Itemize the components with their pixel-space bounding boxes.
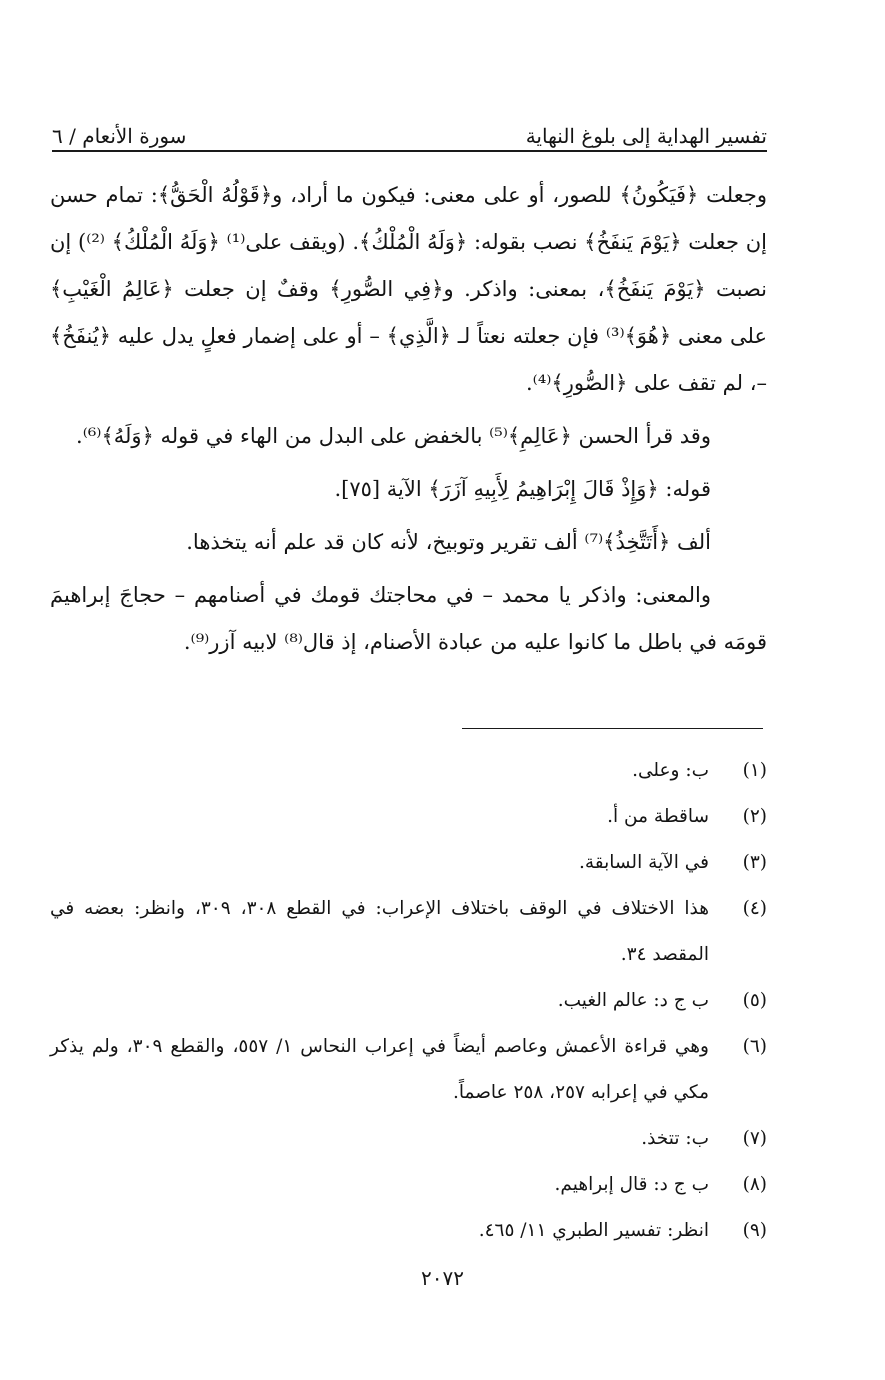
footnote-text: ب ج د: قال إبراهيم. [554, 1174, 709, 1195]
main-text [50, 172, 767, 666]
footnote-number: (٧) [742, 1128, 767, 1149]
paragraph: والمعنى: واذكر يا محمد – في محاجتك قومك في أصنامهم – حجاجَ إبراهيمَ قومَه في باطل ما كانوا عليه من عبادة الأصنام، إذ قال⁽⁸⁾ لابيه آزر⁽⁹⁾. [50, 583, 767, 654]
header-rule [52, 150, 767, 152]
paragraph: قوله: ﴿وَإِذْ قَالَ إِبْرَاهِيمُ لِأَبِيهِ آزَرَ﴾ الآية [٧٥]. [334, 477, 711, 501]
footnote-item [50, 1162, 767, 1208]
footnotes [50, 748, 767, 1254]
footnote-item [50, 840, 767, 886]
footnote-text: هذا الاختلاف في الوقف باختلاف الإعراب: في القطع ٣٠٨، ٣٠٩، وانظر: بعضه في المقصد ٣٤. [50, 898, 709, 965]
footnote-text: انظر: تفسير الطبري ١١/ ٤٦٥. [478, 1220, 709, 1241]
book-title: تفسير الهداية إلى بلوغ النهاية [525, 124, 767, 148]
footnote-text: ب ج د: عالم الغيب. [557, 990, 709, 1011]
paragraph: وقد قرأ الحسن ﴿عَالِمِ﴾⁽⁵⁾ بالخفض على البدل من الهاء في قوله ﴿وَلَهُ﴾⁽⁶⁾. [76, 424, 711, 448]
footnote-item [50, 748, 767, 794]
footnote-item [50, 794, 767, 840]
footnote-item [50, 886, 767, 978]
footnote-text: ب: وعلى. [632, 760, 709, 781]
paragraph: ألف ﴿أَتَتَّخِذُ﴾⁽⁷⁾ ألف تقرير وتوبيخ، لأنه كان قد علم أنه يتخذها. [186, 530, 711, 554]
footnote-number: (٤) [742, 898, 767, 919]
footnote-number: (٨) [742, 1174, 767, 1195]
paragraph: وجعلت ﴿فَيَكُونُ﴾ للصور، أو على معنى: فيكون ما أراد، و﴿قَوْلُهُ الْحَقُّ﴾: تمام حسن إن جعلت ﴿يَوْمَ يَنفَخُ﴾ نصب بقوله: ﴿وَلَهُ الْمُلْكُ﴾. (ويقف على⁽¹⁾ ﴿وَلَهُ الْمُلْكُ﴾ ⁽²⁾) إن نصبت ﴿يَوْمَ يَنفَخُ﴾، بمعنى: واذكر. و﴿فِي الصُّورِ﴾ وقفٌ إن جعلت ﴿عَالِمُ الْغَيْبِ﴾ على معنى ﴿هُوَ﴾⁽³⁾ فإن جعلته نعتاً لـ ﴿الَّذِي﴾ – أو على إضمار فعلٍ يدل عليه ﴿يُنفَخُ﴾ –، لم تقف على ﴿الصُّورِ﴾⁽⁴⁾. [50, 183, 767, 395]
footnote-text: وهي قراءة الأعمش وعاصم أيضاً في إعراب النحاس ١/ ٥٥٧، والقطع ٣٠٩، ولم يذكر مكي في إعرابه ٢٥٧، ٢٥٨ عاصماً. [50, 1036, 709, 1103]
footnote-number: (٥) [742, 990, 767, 1011]
page-number: ٢٠٧٢ [421, 1266, 464, 1290]
footnote-number: (٣) [742, 852, 767, 873]
surah-label: سورة الأنعام / ٦ [52, 124, 187, 148]
footnote-text: ساقطة من أ. [607, 806, 709, 827]
footnote-number: (٢) [742, 806, 767, 827]
footnote-text: في الآية السابقة. [578, 852, 709, 873]
footnote-item [50, 1116, 767, 1162]
footnote-item [50, 978, 767, 1024]
running-header [52, 112, 767, 148]
footnote-number: (١) [742, 760, 767, 781]
footnote-text: ب: تتخذ. [641, 1128, 709, 1149]
footnote-number: (٩) [742, 1220, 767, 1241]
footnote-item [50, 1024, 767, 1116]
footnote-number: (٦) [742, 1036, 767, 1057]
footnote-separator [462, 728, 763, 729]
footnote-item [50, 1208, 767, 1254]
